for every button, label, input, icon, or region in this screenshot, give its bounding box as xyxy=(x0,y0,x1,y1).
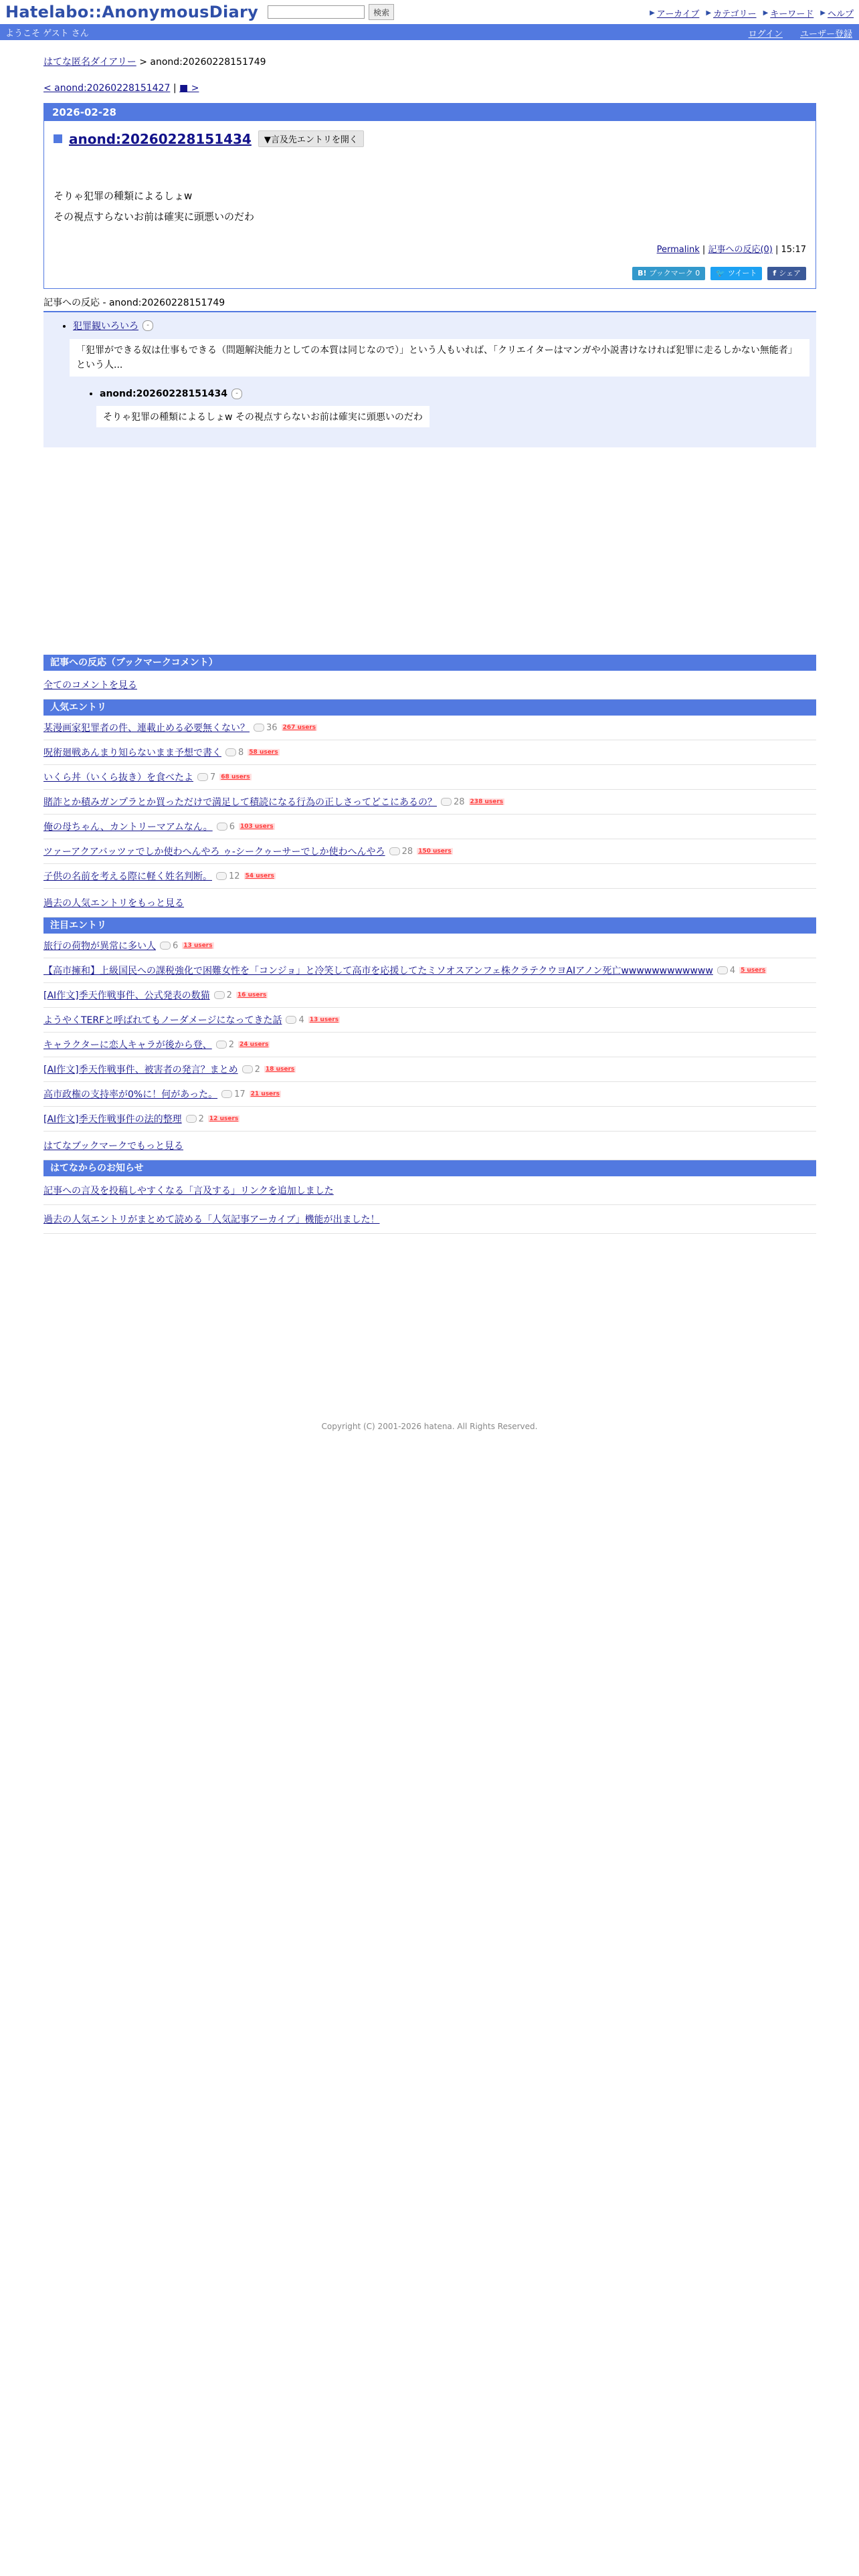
popular-entries-header: 人気エントリ xyxy=(43,700,816,716)
news-item xyxy=(43,1205,816,1234)
comment-icon xyxy=(254,724,264,732)
reactions-tree xyxy=(43,312,816,447)
notable-entries-list xyxy=(43,934,816,1132)
comment-icon xyxy=(717,966,728,974)
entry-row xyxy=(43,815,816,839)
entry-link[interactable]: ようやくTERFと呼ばれてもノーダメージになってきた話 xyxy=(43,1015,282,1026)
entry-link[interactable]: [AI作文]季天作戦事件、公式発表の数猫 xyxy=(43,990,210,1001)
bookmark-users-badge[interactable]: 5 users xyxy=(741,967,766,974)
entry-row xyxy=(43,864,816,889)
news-header: はてなからのお知らせ xyxy=(43,1160,816,1176)
twitter-icon: 🐦 xyxy=(716,269,725,278)
hatebu-icon: B! xyxy=(638,269,647,278)
triangle-icon: ▶ xyxy=(763,9,769,17)
entry-meta: Permalink | 記事への反応(0) | 15:17 xyxy=(656,245,806,255)
entry-link[interactable]: ツァーアクアバッツァでしか使わへんやろ ゥ-シークゥーサーでしか使わへんやろ xyxy=(43,847,385,857)
entry-row xyxy=(43,716,816,740)
child-entry-title: • anond:20260228151434 xyxy=(100,389,227,399)
comment-count[interactable]: 6 xyxy=(217,822,235,832)
ad-space xyxy=(43,447,816,655)
hatebu-button[interactable]: B! ブックマーク 0 xyxy=(632,267,705,280)
bookmark-users-badge[interactable]: 13 users xyxy=(309,1016,339,1023)
collapse-icon[interactable]: - xyxy=(142,320,153,331)
header-nav xyxy=(650,7,854,19)
popular-more-link[interactable]: 過去の人気エントリをもっと見る xyxy=(43,898,184,909)
entry-link[interactable]: いくら丼（いくら抜き）を食べたよ xyxy=(43,772,193,783)
reactions-link[interactable]: 記事への反応(0) xyxy=(708,245,773,255)
square-icon xyxy=(54,134,62,143)
breadcrumb-home[interactable]: はてな匿名ダイアリー xyxy=(43,57,136,68)
comment-count[interactable]: 8 xyxy=(225,748,244,758)
entry-link[interactable]: キャラクターに恋人キャラが後から登、 xyxy=(43,1040,212,1051)
entry-row xyxy=(43,1033,816,1057)
entry-row xyxy=(43,839,816,864)
news-link[interactable]: 過去の人気エントリがまとめて読める「人気記事アーカイブ」機能が出ました！ xyxy=(43,1214,380,1225)
reaction-child xyxy=(100,389,816,427)
footer-copyright: Copyright (C) 2001-2026 hatena. All Rights Reserved. xyxy=(321,1422,538,1431)
popular-more-row xyxy=(43,889,816,918)
search-input[interactable] xyxy=(268,5,365,19)
main-content xyxy=(43,40,816,1234)
notable-entries-header: 注目エントリ xyxy=(43,918,816,934)
news-link[interactable]: 記事への言及を投稿しやすくなる「言及する」リンクを追加しました xyxy=(43,1186,334,1196)
entry-row xyxy=(43,1008,816,1033)
bookmark-users-badge[interactable]: 18 users xyxy=(265,1066,295,1073)
bookmark-users-badge[interactable]: 16 users xyxy=(237,992,267,998)
parent-entry-link[interactable]: • 犯罪観いろいろ xyxy=(73,321,138,332)
entry-link[interactable]: 高市政権の支持率が0%に！何があった。 xyxy=(43,1089,218,1100)
comment-icon xyxy=(389,847,400,855)
entry-text: そりゃ犯罪の種類によるしょw その視点すらないお前は確実に頭悪いのだわ xyxy=(54,190,255,223)
breadcrumb-current: anond:20260228151749 xyxy=(150,57,266,68)
comment-count[interactable]: 4 xyxy=(717,966,735,976)
entry-link[interactable]: 俺の母ちゃん、カントリーマアムなん。 xyxy=(43,822,213,833)
header xyxy=(0,0,859,24)
next-entry-link[interactable]: ■ > xyxy=(179,83,199,94)
all-comments-row xyxy=(43,671,816,700)
entry-link[interactable]: 呪術廻戦あんまり知らないまま予想で書く xyxy=(43,748,221,758)
share-row xyxy=(54,267,806,280)
prev-entry-link[interactable]: < anond:20260228151427 xyxy=(43,83,171,94)
comment-count[interactable]: 2 xyxy=(216,1040,234,1050)
comment-count[interactable]: 6 xyxy=(160,941,178,951)
bookmark-users-badge[interactable]: 54 users xyxy=(245,873,274,879)
entry-link[interactable]: 某漫画家犯罪者の件、連載止める必要無くない？ xyxy=(43,723,250,734)
site-logo[interactable]: Hatelabo::AnonymousDiary xyxy=(5,3,259,21)
nav-help[interactable]: ▶ ヘルプ xyxy=(820,9,854,19)
facebook-share-button[interactable]: f シェア xyxy=(767,267,806,280)
comment-icon xyxy=(216,872,227,880)
bookmark-users-badge[interactable]: 12 users xyxy=(209,1115,239,1122)
comment-count[interactable]: 2 xyxy=(214,990,232,1000)
entry-link[interactable]: 【高市擁和】上級国民への課税強化で困難女性を「コンジョ」と冷笑して高市を応援してたミソオスアンフェ株クラテクウヨAIアノン死亡wwwwwwwwwwww xyxy=(43,966,713,976)
comment-icon xyxy=(197,773,208,781)
entry-row xyxy=(43,1107,816,1132)
news-item xyxy=(43,1176,816,1205)
comment-count[interactable]: 28 xyxy=(389,847,413,857)
triangle-icon: ▶ xyxy=(650,9,655,17)
collapse-icon[interactable]: - xyxy=(231,389,242,399)
reactions-header: 記事への反応 - anond:20260228151749 xyxy=(43,296,816,312)
comment-icon xyxy=(242,1065,253,1073)
entry-link[interactable]: [AI作文]季天作戦事件の法的整理 xyxy=(43,1114,182,1125)
tweet-button[interactable]: 🐦 ツイート xyxy=(710,267,762,280)
bookmark-users-badge[interactable]: 58 users xyxy=(249,749,278,756)
login-link[interactable]: ログイン xyxy=(748,29,783,39)
bookmark-users-badge[interactable]: 21 users xyxy=(250,1091,280,1097)
comment-icon xyxy=(221,1090,232,1098)
entry-row xyxy=(43,958,816,983)
entry-date: 2026-02-28 xyxy=(44,104,816,121)
bookmark-users-badge[interactable]: 68 users xyxy=(221,774,250,780)
comment-count[interactable]: 12 xyxy=(216,871,240,881)
comment-count[interactable]: 4 xyxy=(286,1015,304,1025)
search-button[interactable]: 検索 xyxy=(369,4,394,20)
bookmark-users-badge[interactable]: 150 users xyxy=(418,848,452,855)
register-link[interactable]: ユーザー登録 xyxy=(799,29,852,39)
facebook-icon: f xyxy=(773,269,777,278)
reaction-parent xyxy=(73,319,816,427)
entry-row xyxy=(43,983,816,1008)
entry-link[interactable]: [AI作文]季天作戦事件、被害者の発言？まとめ xyxy=(43,1065,238,1075)
permalink[interactable]: Permalink xyxy=(656,245,700,255)
comment-icon xyxy=(441,798,452,806)
bookmark-comments-header: 記事への反応（ブックマークコメント） xyxy=(43,655,816,671)
comment-icon xyxy=(186,1115,197,1123)
notable-more-link[interactable]: はてなブックマークでもっと見る xyxy=(43,1141,184,1152)
entry-row xyxy=(43,934,816,958)
comment-count[interactable]: 28 xyxy=(441,797,465,807)
popular-entries-list xyxy=(43,716,816,889)
entry-row xyxy=(43,790,816,815)
expand-reference-button[interactable]: ▼言及先エントリを開く xyxy=(258,130,364,147)
entry-time: 15:17 xyxy=(781,245,806,255)
bookmark-users-badge[interactable]: 267 users xyxy=(282,724,316,731)
entry-row xyxy=(43,740,816,765)
nav-category[interactable]: ▶ カテゴリー xyxy=(706,9,757,19)
prev-next-nav: < anond:20260228151427 | ■ > xyxy=(43,83,199,94)
welcome-text: ようこそ ゲスト さん xyxy=(5,28,89,39)
all-comments-link[interactable]: 全てのコメントを見る xyxy=(43,680,137,691)
comment-icon xyxy=(160,942,171,950)
nav-archive[interactable]: ▶ アーカイブ xyxy=(650,9,700,19)
parent-quote: 「犯罪ができる奴は仕事もできる（問題解決能力としての本質は同じなので）」という人もいれば、「クリエイターはマンガや小説書けなければ犯罪に走るしかない無能者」という人... xyxy=(70,339,809,377)
comment-icon xyxy=(225,748,236,756)
entry-link[interactable]: 賭詐とか積みガンプラとか買っただけで満足して積読になる行為の正しさってどこにあるの？ xyxy=(43,797,437,808)
entry-box xyxy=(43,103,816,289)
bookmark-users-badge[interactable]: 13 users xyxy=(183,942,213,949)
entry-title[interactable]: anond:20260228151434 xyxy=(69,130,252,147)
comment-count[interactable]: 7 xyxy=(197,772,215,782)
comment-count[interactable]: 36 xyxy=(254,723,278,733)
nav-keyword[interactable]: ▶ キーワード xyxy=(763,9,814,19)
triangle-icon: ▶ xyxy=(706,9,712,17)
comment-icon xyxy=(216,1041,227,1049)
entry-row xyxy=(43,1057,816,1082)
notable-more-row xyxy=(43,1132,816,1160)
bookmark-users-badge[interactable]: 238 users xyxy=(470,798,504,805)
bookmark-users-badge[interactable]: 103 users xyxy=(240,823,274,830)
comment-icon xyxy=(286,1016,296,1024)
comment-count[interactable]: 2 xyxy=(242,1065,260,1075)
entry-row xyxy=(43,1082,816,1107)
entry-link[interactable]: 旅行の荷物が異常に多い人 xyxy=(43,941,156,952)
comment-count[interactable]: 17 xyxy=(221,1089,246,1099)
comment-count[interactable]: 2 xyxy=(186,1114,204,1124)
comment-icon xyxy=(214,991,225,999)
entry-link[interactable]: 子供の名前を考える際に軽く姓名判断。 xyxy=(43,871,212,882)
entry-row xyxy=(43,765,816,790)
breadcrumb: はてな匿名ダイアリー > anond:20260228151749 xyxy=(43,57,266,68)
comment-icon xyxy=(217,823,227,831)
child-quote: そりゃ犯罪の種類によるしょw その視点すらないお前は確実に頭悪いのだわ xyxy=(96,406,430,427)
user-bar xyxy=(0,24,859,40)
triangle-icon: ▶ xyxy=(820,9,826,17)
bookmark-users-badge[interactable]: 24 users xyxy=(240,1041,269,1048)
